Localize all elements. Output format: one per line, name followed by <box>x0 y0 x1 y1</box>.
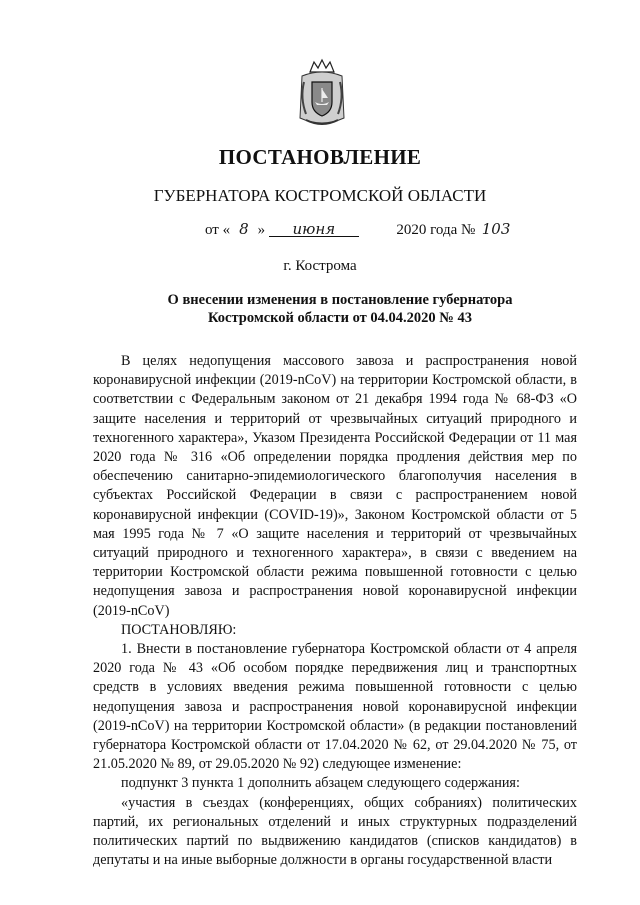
date-prefix: от « <box>205 222 231 238</box>
heading-line-1: О внесении изменения в постановление губернатора <box>167 292 513 308</box>
decree-word: ПОСТАНОВЛЯЮ: <box>121 621 237 638</box>
heading-line-2: Костромской области от 04.04.2020 № 43 <box>208 310 472 326</box>
quote-paragraph: «участия в съездах (конференциях, общих собраниях) политических партий, их региональных отделений и иных структурных подразделений политических партий по выдвижению кандидатов (списков кандидатов) в депутаты и на иные выборные должности в органы государственной власти <box>93 794 577 869</box>
document-subtitle: ГУБЕРНАТОРА КОСТРОМСКОЙ ОБЛАСТИ <box>153 186 487 205</box>
document-body <box>93 352 577 870</box>
date-line <box>205 220 513 239</box>
document-title: ПОСТАНОВЛЕНИЕ <box>218 145 422 169</box>
date-year-text: 2020 года № <box>396 222 476 238</box>
document-heading <box>130 291 550 327</box>
item-1-paragraph: 1. Внести в постановление губернатора Костромской области от 4 апреля 2020 года № 43 «Об особом порядке передвижения лиц и транспортных средств в условиях введения режима повышенной готовности с целью недопущения завоза и распространения новой коронавирусной инфекции (2019-nCoV) на территории Костромской области» (в редакции постановлений губернатора Костромской области от 17.04.2020 № 62, от 29.04.2020 № 75, от 21.05.2020 № 89, от 29.05.2020 № 92) следующее изменение: <box>93 641 577 773</box>
preamble-paragraph: В целях недопущения массового завоза и распространения новой коронавирусной инфекции (2019-nCoV) на территории Костромской области, в соответствии с Федеральным законом от 21 декабря 1994 года № 68-ФЗ «О защите населения и территорий от чрезвычайных ситуаций природного и техногенного характера», Указом Президента Российской Федерации от 11 мая 2020 года № 316 «Об определении порядка продления действия мер по обеспечению санитарно-эпидемиологического благополучия населения в субъектах Российской Федерации в связи с распространением новой коронавирусной инфекции (COVID-19)», Законом Костромской области от 5 мая 1995 года № 7 «О защите населения и территорий от чрезвычайных ситуаций природного и техногенного характера», в связи с введением на территории Костромской области режима повышенной готовности с целью недопущения завоза и распространения новой коронавирусной инфекции (2019-nCoV) <box>93 353 577 619</box>
date-month: июня <box>269 222 359 237</box>
date-day: 8 <box>239 220 249 238</box>
subitem-paragraph: подпункт 3 пункта 1 дополнить абзацем следующего содержания: <box>121 775 520 792</box>
kostroma-coat-of-arms-icon <box>296 58 348 130</box>
city-name: г. Кострома <box>283 258 357 274</box>
date-mid: » <box>257 222 266 238</box>
document-number: 103 <box>481 220 511 238</box>
